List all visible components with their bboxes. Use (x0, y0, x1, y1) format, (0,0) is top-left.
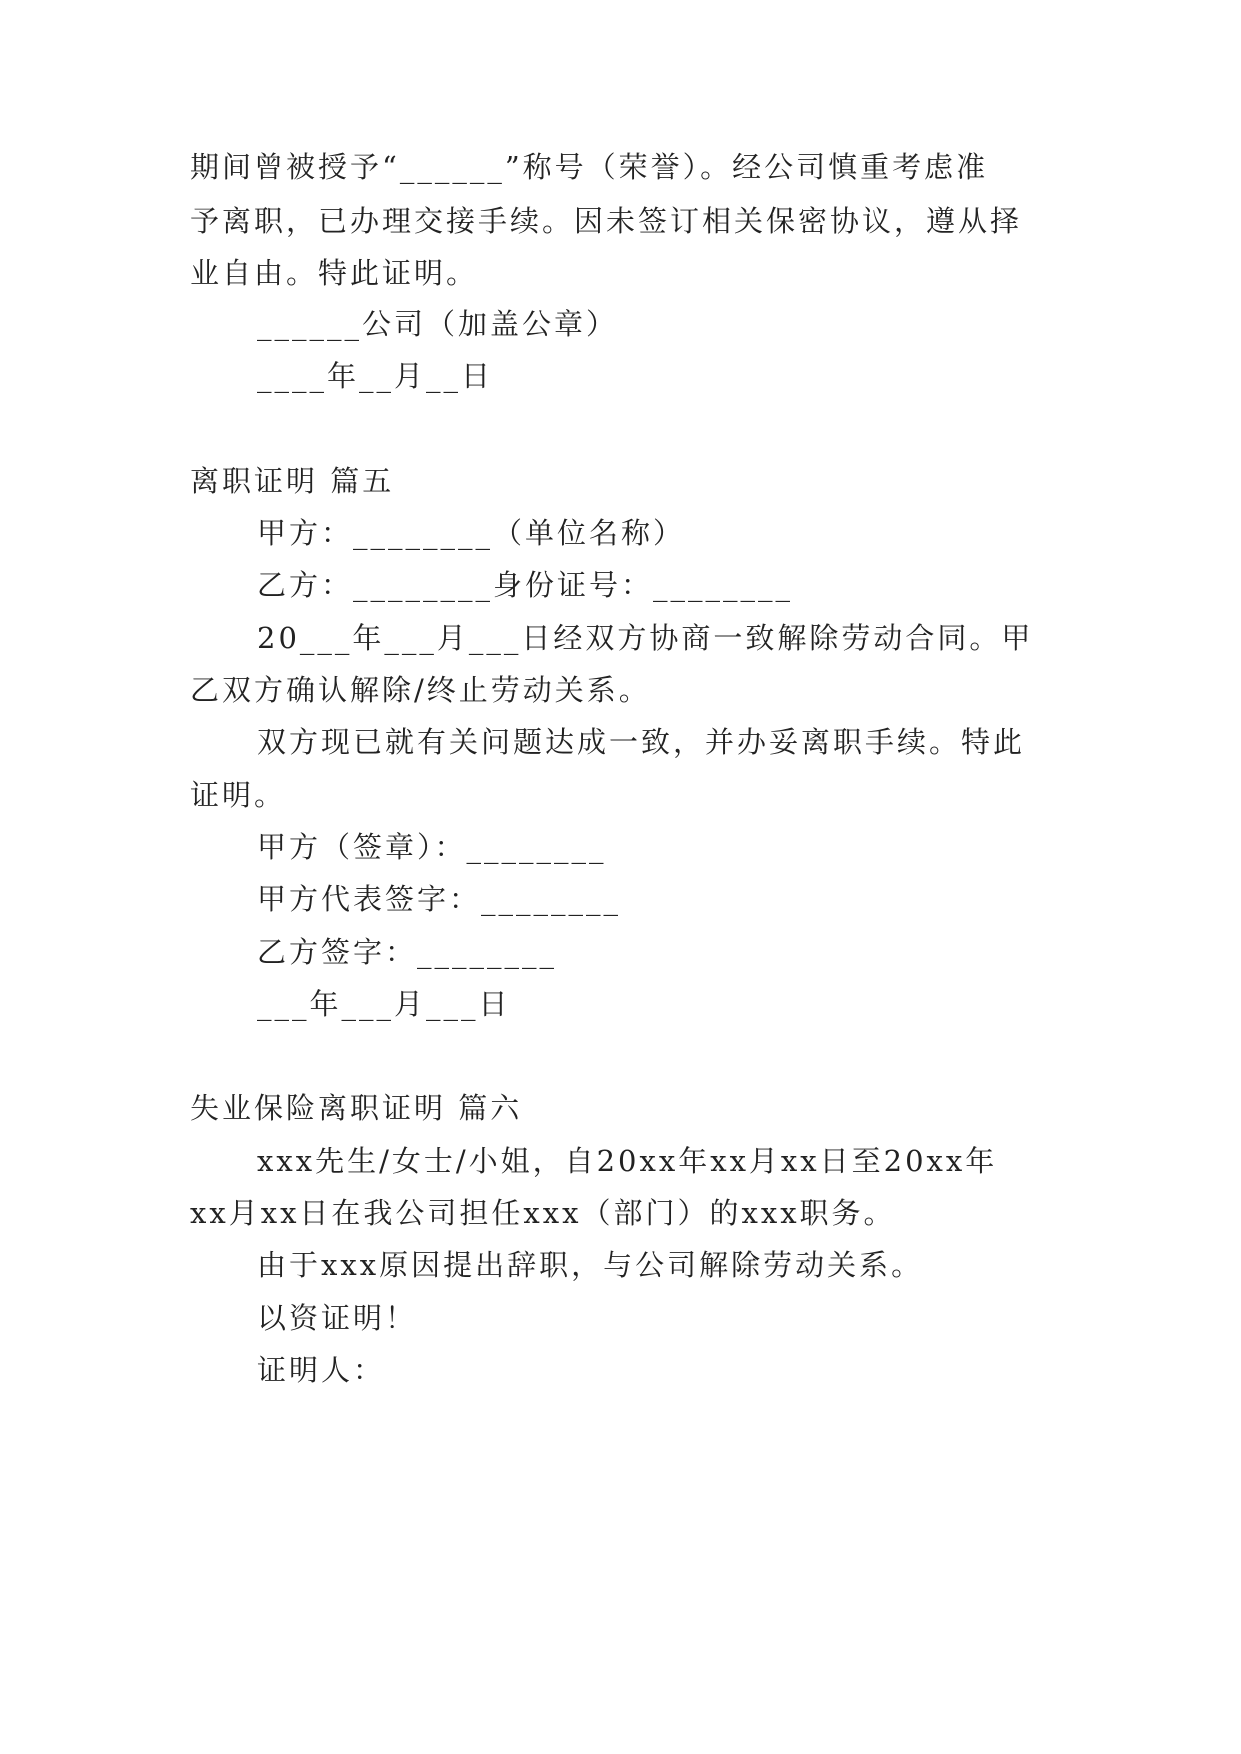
paragraph-line: xx月xx日在我公司担任xxx（部门）的xxx职务。 (190, 1196, 896, 1230)
paragraph-line: 予离职，已办理交接手续。因未签订相关保密协议，遵从择 (190, 204, 1023, 238)
paragraph-line: 双方现已就有关问题达成一致，并办妥离职手续。特此 (257, 725, 1026, 759)
paragraph-line: xxx先生/女士/小姐，自20xx年xx月xx日至20xx年 (257, 1144, 998, 1178)
company-seal-line: ______公司（加盖公章） (257, 307, 619, 341)
paragraph-line: 由于xxx原因提出辞职，与公司解除劳动关系。 (257, 1248, 924, 1282)
party-a-line: 甲方：________（单位名称） (257, 516, 686, 550)
paragraph-line: 期间曾被授予“______”称号（荣誉）。经公司慎重考虑准 (190, 150, 989, 184)
paragraph-line: 业自由。特此证明。 (190, 256, 479, 290)
date-line: ____年__月__日 (257, 359, 494, 393)
paragraph-line: 20___年___月___日经双方协商一致解除劳动合同。甲 (257, 621, 1034, 655)
section-heading: 失业保险离职证明 篇六 (190, 1091, 523, 1125)
paragraph-line: 以资证明！ (257, 1301, 418, 1335)
signature-line-party-a-rep: 甲方代表签字：________ (257, 882, 622, 916)
party-b-line: 乙方：________身份证号：________ (257, 568, 794, 602)
date-line: ___年___月___日 (257, 987, 511, 1021)
section-heading: 离职证明 篇五 (190, 464, 395, 498)
signature-line-party-a: 甲方（签章）：________ (257, 830, 607, 864)
signature-line-party-b: 乙方签字：________ (257, 935, 558, 969)
paragraph-line: 证明。 (190, 778, 287, 812)
paragraph-line: 乙双方确认解除/终止劳动关系。 (190, 673, 651, 707)
certifier-line: 证明人： (257, 1353, 386, 1387)
